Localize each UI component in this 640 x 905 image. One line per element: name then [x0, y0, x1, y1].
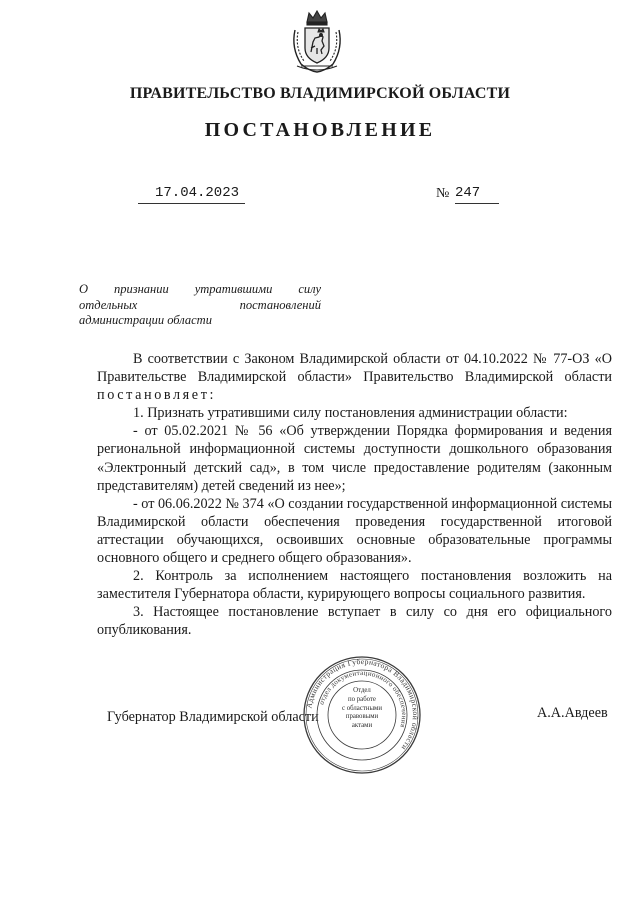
stamp-center-line: по работе: [348, 695, 376, 703]
stamp-center-text: [336, 687, 388, 731]
subject-line: администрации области: [79, 313, 212, 327]
document-date: 17.04.2023: [155, 185, 240, 201]
document-body: [97, 350, 612, 640]
number-sign: №: [436, 186, 450, 201]
document-subject: [79, 282, 321, 329]
stamp-outer-text: Администрация Губернатора Владимирской области: [304, 656, 421, 753]
stamp-center-line: Отдел: [353, 687, 371, 694]
organization-title: ПРАВИТЕЛЬСТВО ВЛАДИМИРСКОЙ ОБЛАСТИ: [129, 85, 511, 102]
number-underline: [455, 203, 499, 204]
signer-position: Губернатор Владимирской области: [107, 709, 319, 725]
body-intro-paragraph: [97, 350, 612, 404]
item-2: 2. Контроль за исполнением настоящего постановления возложить на заместителя Губернатора области, курирующего вопросы социального развития.: [97, 568, 612, 603]
subject-line: отдельных постановлений: [79, 297, 321, 312]
item-1: 1. Признать утратившими силу постановления администрации области:: [133, 405, 568, 422]
document-type-title: ПОСТАНОВЛЕНИЕ: [204, 119, 436, 141]
stamp-inner-text: отдел документационного обеспечения: [317, 668, 409, 729]
stamp-center-line: правовыми: [345, 713, 379, 721]
stamp-center-line: актами: [351, 722, 373, 730]
intro-text: В соответствии с Законом Владимирской области от 04.10.2022 № 77-ОЗ «О Правительстве Владимирской области» Правительство Владимирской области: [97, 351, 612, 386]
document-number: 247: [455, 185, 481, 201]
item-3: 3. Настоящее постановление вступает в силу со дня его официального опубликования.: [97, 604, 612, 639]
stamp-center-line: с областными: [342, 704, 382, 712]
item-1b: - от 06.06.2022 № 374 «О создании государственной информационной системы Владимирской области обеспечения проведения государственной итоговой аттестации обучающихся, освоивших основные образовательные программы основного общего и среднего общего образования».: [97, 495, 612, 567]
signer-name: А.А.Авдеев: [537, 705, 608, 721]
date-underline: [138, 203, 245, 204]
item-1a: - от 05.02.2021 № 56 «Об утверждении Порядка формирования и ведения региональной информационной системы доступности дошкольного образования «Электронный детский сад», в том числе предоставление родителям (законным представителям) детей сведений из нее»;: [97, 423, 612, 494]
coat-of-arms-emblem: [287, 8, 347, 74]
intro-spaced-word: постановляет:: [97, 387, 217, 404]
subject-line: О признании утратившими силу: [79, 282, 321, 296]
